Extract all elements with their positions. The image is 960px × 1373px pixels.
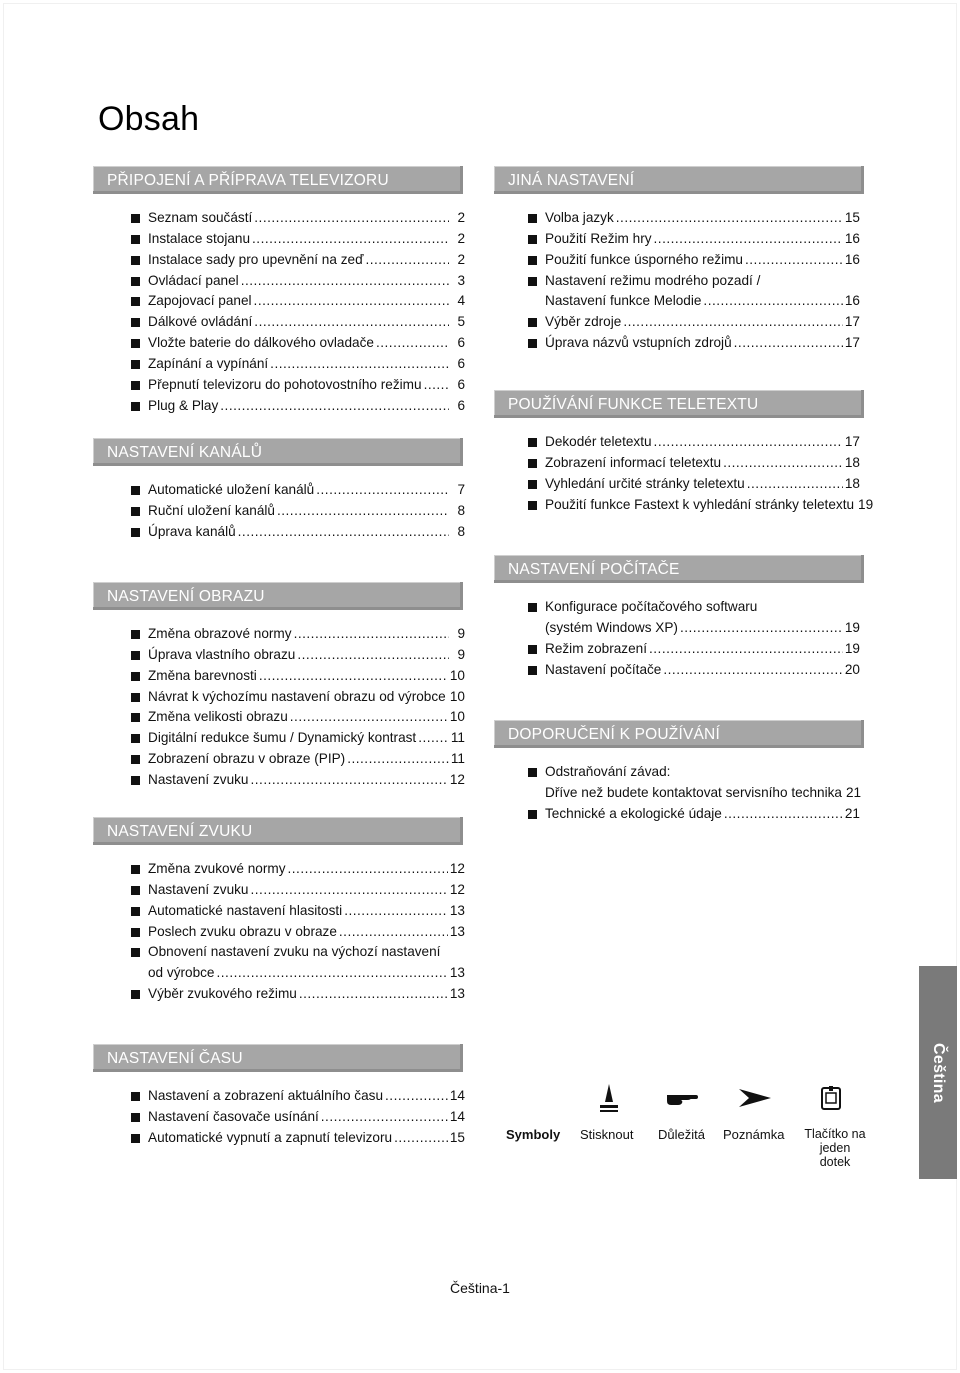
toc-entry-label: Výběr zvukového režimu	[148, 986, 297, 1002]
bullet-square-icon	[528, 214, 537, 223]
toc-entry[interactable]	[131, 984, 465, 1005]
section-heading: NASTAVENÍ ČASU	[93, 1044, 463, 1072]
leader-dots	[747, 474, 843, 495]
bullet-square-icon	[131, 990, 140, 999]
toc-entry[interactable]	[131, 480, 465, 501]
toc-entry[interactable]	[528, 597, 860, 618]
press-icon	[594, 1080, 624, 1116]
toc-entry-page: 10	[449, 688, 465, 704]
leader-dots	[385, 1086, 448, 1107]
toc-entry[interactable]	[528, 453, 860, 474]
toc-entry-label: Změna obrazové normy	[148, 626, 292, 641]
toc-entry[interactable]	[131, 208, 465, 229]
toc-section	[93, 582, 463, 791]
toc-entry-page: 18	[844, 475, 860, 491]
toc-entry-page: 17	[844, 314, 860, 330]
toc-entry-label-continued: Dříve než budete kontaktovat servisního technika	[545, 784, 842, 800]
bullet-square-icon	[131, 318, 140, 327]
toc-entry[interactable]	[131, 880, 465, 901]
leader-dots	[288, 859, 448, 880]
toc-entry[interactable]	[131, 666, 465, 687]
toc-entry[interactable]	[131, 942, 465, 963]
bullet-square-icon	[131, 256, 140, 265]
legend-one-touch-label	[804, 1127, 866, 1169]
toc-entry-page: 16	[844, 230, 860, 246]
bullet-square-icon	[131, 755, 140, 764]
toc-entry-label: Nastavení zvuku	[148, 771, 249, 787]
toc-entry[interactable]	[131, 859, 465, 880]
section-items	[131, 859, 465, 1005]
toc-entry-page: 6	[457, 397, 465, 413]
toc-entry-page: 15	[449, 1129, 465, 1145]
toc-entry-page: 19	[844, 640, 860, 656]
toc-entry-page: 11	[450, 751, 465, 767]
section-items	[131, 624, 465, 791]
toc-entry-label: Zapínání a vypínání	[148, 355, 269, 371]
toc-entry-page: 12	[449, 881, 465, 897]
toc-entry-page: 19	[844, 619, 860, 635]
toc-entry-label: Výběr zdroje	[545, 314, 622, 330]
legend-note-label: Poznámka	[723, 1127, 785, 1142]
section-items	[528, 432, 874, 515]
toc-entry-label: Vyhledání určité stránky teletextu	[545, 475, 745, 491]
note-arrow-icon	[736, 1080, 774, 1116]
leader-dots	[254, 208, 449, 229]
toc-entry[interactable]	[131, 1128, 465, 1149]
toc-entry[interactable]	[131, 749, 465, 770]
bullet-square-icon	[131, 381, 140, 390]
toc-entry-label: Obnovení nastavení zvuku na výchozí nastavení	[148, 944, 441, 960]
toc-entry-page: 13	[449, 965, 465, 981]
legend-one-touch-line-1: Tlačítko na	[804, 1127, 866, 1141]
legend-one-touch-line-2: jeden dotek	[819, 1141, 851, 1169]
toc-entry-label: Dálkové ovládání	[148, 314, 253, 330]
leader-dots	[321, 1107, 448, 1128]
bullet-square-icon	[528, 645, 537, 654]
toc-entry-label: Technické a ekologické údaje	[545, 805, 722, 821]
symbol-legend	[506, 1080, 866, 1169]
leader-dots	[270, 354, 449, 375]
leader-dots	[241, 271, 449, 292]
leader-dots	[745, 250, 843, 271]
toc-entry-label: Použití Režim hry	[545, 230, 652, 246]
section-items	[528, 208, 860, 354]
leader-dots	[251, 880, 448, 901]
toc-entry-label: Konfigurace počítačového softwaru	[545, 599, 758, 614]
page-footer: Čeština-1	[450, 1280, 510, 1296]
toc-entry[interactable]	[131, 271, 465, 292]
leader-dots	[259, 666, 448, 687]
language-tab-label: Čeština	[930, 1042, 947, 1103]
leader-dots	[339, 922, 448, 943]
leader-dots	[616, 208, 843, 229]
toc-entry[interactable]	[131, 375, 465, 396]
bullet-square-icon	[528, 480, 537, 489]
toc-entry[interactable]	[528, 271, 860, 292]
toc-entry-label: Zapojovací panel	[148, 293, 252, 309]
toc-entry[interactable]	[131, 522, 465, 543]
bullet-square-icon	[131, 297, 140, 306]
toc-entry-page: 2	[457, 230, 465, 246]
toc-entry-label: Návrat k výchozímu nastavení obrazu od výrobce	[148, 688, 446, 704]
bullet-square-icon	[528, 501, 537, 510]
bullet-square-icon	[528, 318, 537, 327]
toc-entry-page: 14	[449, 1108, 465, 1124]
toc-entry-label: Změna zvukové normy	[148, 861, 286, 876]
leader-dots	[680, 618, 843, 639]
section-items	[528, 597, 860, 680]
toc-entry-label: Automatické vypnutí a zapnutí televizoru	[148, 1129, 393, 1145]
toc-entry-page: 10	[449, 667, 465, 683]
toc-entry-label-continued: Nastavení funkce Melodie	[545, 293, 702, 309]
bullet-square-icon	[131, 651, 140, 660]
bullet-square-icon	[131, 948, 140, 957]
leader-dots	[623, 312, 843, 333]
leader-dots	[724, 804, 843, 825]
leader-dots	[316, 480, 449, 501]
leader-dots	[394, 1128, 448, 1149]
leader-dots	[347, 749, 449, 770]
toc-entry[interactable]	[131, 396, 465, 417]
leader-dots	[254, 312, 449, 333]
toc-entry-continuation[interactable]	[528, 783, 860, 804]
pointing-hand-icon	[664, 1080, 700, 1116]
toc-entry-page: 17	[844, 335, 860, 351]
toc-entry[interactable]	[131, 707, 465, 728]
toc-section	[93, 817, 463, 1005]
toc-entry-label: Použití funkce úsporného režimu	[545, 251, 743, 267]
leader-dots	[238, 522, 449, 543]
toc-section	[494, 720, 864, 825]
toc-entry[interactable]	[131, 922, 465, 943]
toc-entry-page: 13	[449, 902, 465, 918]
toc-entry-page: 3	[457, 272, 465, 288]
bullet-square-icon	[131, 1113, 140, 1122]
toc-entry-label: Poslech zvuku obrazu v obraze	[148, 923, 337, 939]
toc-entry[interactable]	[131, 645, 465, 666]
leader-dots	[376, 333, 449, 354]
toc-entry-label: Automatické nastavení hlasitosti	[148, 902, 343, 918]
bullet-square-icon	[528, 235, 537, 244]
section-heading: NASTAVENÍ OBRAZU	[93, 582, 463, 610]
toc-entry-label-continued: od výrobce	[148, 965, 215, 981]
section-items	[528, 762, 860, 825]
toc-entry-label: Nastavení a zobrazení aktuálního času	[148, 1088, 384, 1103]
toc-entry-page: 9	[457, 646, 465, 662]
toc-entry[interactable]	[131, 354, 465, 375]
bullet-square-icon	[528, 438, 537, 447]
leader-dots	[220, 396, 449, 417]
bullet-square-icon	[131, 486, 140, 495]
toc-entry-page: 13	[449, 923, 465, 939]
toc-entry-page: 12	[449, 861, 465, 876]
toc-entry-label: Úprava kanálů	[148, 523, 236, 539]
bullet-square-icon	[528, 339, 537, 348]
one-touch-button-icon	[818, 1080, 844, 1116]
page-title: Obsah	[98, 100, 200, 138]
section-items	[131, 480, 465, 543]
leader-dots	[277, 501, 449, 522]
toc-entry[interactable]	[131, 687, 465, 708]
toc-entry-label: Dekodér teletextu	[545, 434, 652, 449]
toc-entry-label: Použití funkce Fastext k vyhledání stránky teletextu	[545, 496, 855, 512]
bullet-square-icon	[131, 402, 140, 411]
toc-entry-label: Ovládací panel	[148, 272, 239, 288]
bullet-square-icon	[131, 1092, 140, 1101]
toc-entry[interactable]	[528, 229, 860, 250]
bullet-square-icon	[131, 886, 140, 895]
toc-entry[interactable]	[528, 804, 860, 825]
leader-dots	[297, 645, 449, 666]
toc-entry[interactable]	[528, 333, 860, 354]
toc-entry-label: Instalace stojanu	[148, 230, 251, 246]
toc-entry[interactable]	[528, 312, 860, 333]
bullet-square-icon	[131, 928, 140, 937]
toc-entry-label: Volba jazyk	[545, 210, 614, 225]
bullet-square-icon	[131, 528, 140, 537]
toc-entry-label: Vložte baterie do dálkového ovladače	[148, 335, 374, 351]
bullet-square-icon	[131, 277, 140, 286]
bullet-square-icon	[131, 235, 140, 244]
section-heading: NASTAVENÍ KANÁLŮ	[93, 438, 463, 466]
toc-entry-label: Změna barevnosti	[148, 667, 257, 683]
bullet-square-icon	[528, 768, 537, 777]
toc-entry-page: 16	[844, 293, 860, 309]
leader-dots	[703, 291, 842, 312]
leader-dots	[294, 624, 449, 645]
bullet-square-icon	[131, 672, 140, 681]
section-heading: JINÁ NASTAVENÍ	[494, 166, 864, 194]
leader-dots	[654, 432, 843, 453]
toc-entry-label: Digitální redukce šumu / Dynamický kontrast	[148, 730, 417, 746]
toc-entry[interactable]	[131, 901, 465, 922]
toc-entry-label: Instalace sady pro upevnění na zeď	[148, 251, 364, 267]
toc-entry-page: 4	[457, 293, 465, 309]
bullet-square-icon	[131, 507, 140, 516]
leader-dots	[344, 901, 448, 922]
toc-entry-page: 2	[457, 210, 465, 225]
bullet-square-icon	[131, 360, 140, 369]
leader-dots	[418, 728, 449, 749]
toc-entry[interactable]	[528, 432, 860, 453]
toc-entry-page: 9	[457, 626, 465, 641]
toc-entry-label: Odstraňování závad:	[545, 764, 671, 779]
bullet-square-icon	[131, 693, 140, 702]
section-heading: DOPORUČENÍ K POUŽÍVÁNÍ	[494, 720, 864, 748]
toc-entry-page: 8	[457, 502, 465, 518]
toc-entry-page: 11	[450, 730, 465, 746]
toc-entry-page: 18	[844, 454, 860, 470]
toc-entry-page: 5	[457, 314, 465, 330]
bullet-square-icon	[528, 256, 537, 265]
toc-entry-page: 6	[457, 376, 465, 392]
toc-entry-continuation[interactable]	[131, 963, 465, 984]
toc-entry[interactable]	[528, 639, 860, 660]
bullet-square-icon	[131, 630, 140, 639]
toc-entry-label: Úprava názvů vstupních zdrojů	[545, 335, 732, 351]
toc-entry-label: Úprava vlastního obrazu	[148, 646, 296, 662]
bullet-square-icon	[131, 907, 140, 916]
toc-entry[interactable]	[528, 762, 860, 783]
toc-entry-continuation[interactable]	[528, 618, 860, 639]
bullet-square-icon	[131, 339, 140, 348]
toc-entry-label: Nastavení časovače usínání	[148, 1108, 319, 1124]
toc-entry-label: Zobrazení informací teletextu	[545, 454, 722, 470]
section-heading: NASTAVENÍ POČÍTAČE	[494, 555, 864, 583]
toc-entry[interactable]	[528, 660, 860, 681]
toc-entry-label: Automatické uložení kanálů	[148, 482, 315, 497]
toc-entry-label: Seznam součástí	[148, 210, 253, 225]
toc-entry-page: 15	[844, 210, 860, 225]
bullet-square-icon	[131, 734, 140, 743]
leader-dots	[654, 229, 843, 250]
legend-important-label: Důležitá	[658, 1127, 705, 1142]
bullet-square-icon	[528, 277, 537, 286]
toc-entry-page: 10	[449, 709, 465, 725]
toc-entry[interactable]	[131, 250, 465, 271]
section-items	[131, 208, 465, 416]
leader-dots	[217, 963, 448, 984]
toc-entry-page: 17	[844, 434, 860, 449]
toc-entry-page: 21	[844, 805, 860, 821]
toc-entry-page: 14	[449, 1088, 465, 1103]
toc-entry[interactable]	[528, 208, 860, 229]
toc-entry[interactable]	[131, 770, 465, 791]
bullet-square-icon	[131, 865, 140, 874]
toc-entry-label: Plug & Play	[148, 397, 219, 413]
leader-dots	[251, 770, 448, 791]
bullet-square-icon	[131, 776, 140, 785]
leader-dots	[365, 250, 449, 271]
toc-entry-page: 12	[449, 771, 465, 787]
toc-entry-label: Nastavení režimu modrého pozadí /	[545, 272, 761, 288]
toc-entry-label: Zobrazení obrazu v obraze (PIP)	[148, 751, 346, 767]
toc-entry-page: 19	[858, 496, 874, 512]
toc-entry[interactable]	[131, 229, 465, 250]
toc-entry-label-continued: (systém Windows XP)	[545, 619, 678, 635]
toc-entry-page: 16	[844, 251, 860, 267]
toc-entry-page: 8	[457, 523, 465, 539]
toc-entry-page: 20	[844, 661, 860, 677]
toc-entry-label: Ruční uložení kanálů	[148, 502, 275, 518]
toc-entry-page: 21	[845, 784, 862, 800]
bullet-square-icon	[528, 810, 537, 819]
section-heading: PŘIPOJENÍ A PŘÍPRAVA TELEVIZORU	[93, 166, 463, 194]
toc-section	[93, 1044, 463, 1149]
bullet-square-icon	[528, 603, 537, 612]
toc-entry[interactable]	[131, 333, 465, 354]
toc-entry[interactable]	[131, 291, 465, 312]
toc-entry[interactable]	[131, 624, 465, 645]
bullet-square-icon	[528, 666, 537, 675]
language-side-tab	[919, 966, 957, 1179]
toc-entry-label: Nastavení počítače	[545, 661, 662, 677]
leader-dots	[723, 453, 843, 474]
section-items	[131, 1086, 465, 1149]
toc-entry[interactable]	[131, 501, 465, 522]
leader-dots	[299, 984, 448, 1005]
toc-entry-page: 6	[457, 355, 465, 371]
toc-entry-page: 6	[457, 335, 465, 351]
toc-entry[interactable]	[131, 1107, 465, 1128]
leader-dots	[290, 707, 448, 728]
bullet-square-icon	[528, 459, 537, 468]
bullet-square-icon	[131, 713, 140, 722]
toc-section	[93, 166, 463, 416]
toc-entry-continuation[interactable]	[528, 291, 860, 312]
toc-entry-page: 13	[449, 986, 465, 1002]
legend-press-label: Stisknout	[580, 1127, 634, 1142]
toc-entry[interactable]	[528, 495, 874, 516]
leader-dots	[649, 639, 843, 660]
section-heading: NASTAVENÍ ZVUKU	[93, 817, 463, 845]
toc-entry[interactable]	[131, 728, 465, 749]
toc-entry-page: 7	[457, 482, 465, 497]
toc-entry[interactable]	[528, 474, 860, 495]
toc-entry-label: Přepnutí televizoru do pohotovostního režimu	[148, 376, 422, 392]
toc-section	[494, 166, 864, 354]
toc-section	[494, 555, 864, 680]
section-heading: POUŽÍVÁNÍ FUNKCE TELETEXTU	[494, 390, 864, 418]
toc-entry-label: Změna velikosti obrazu	[148, 709, 288, 725]
leader-dots	[424, 375, 449, 396]
leader-dots	[663, 660, 843, 681]
toc-entry-label: Nastavení zvuku	[148, 881, 249, 897]
toc-section	[93, 438, 463, 543]
toc-section	[494, 390, 874, 515]
leader-dots	[254, 291, 449, 312]
toc-entry[interactable]	[131, 1086, 465, 1107]
toc-entry[interactable]	[528, 250, 860, 271]
bullet-square-icon	[131, 214, 140, 223]
leader-dots	[252, 229, 449, 250]
legend-symbols-label: Symboly	[506, 1127, 561, 1142]
bullet-square-icon	[131, 1134, 140, 1143]
toc-entry-page: 2	[457, 251, 465, 267]
toc-entry[interactable]	[131, 312, 465, 333]
toc-entry-label: Režim zobrazení	[545, 640, 647, 656]
leader-dots	[734, 333, 843, 354]
